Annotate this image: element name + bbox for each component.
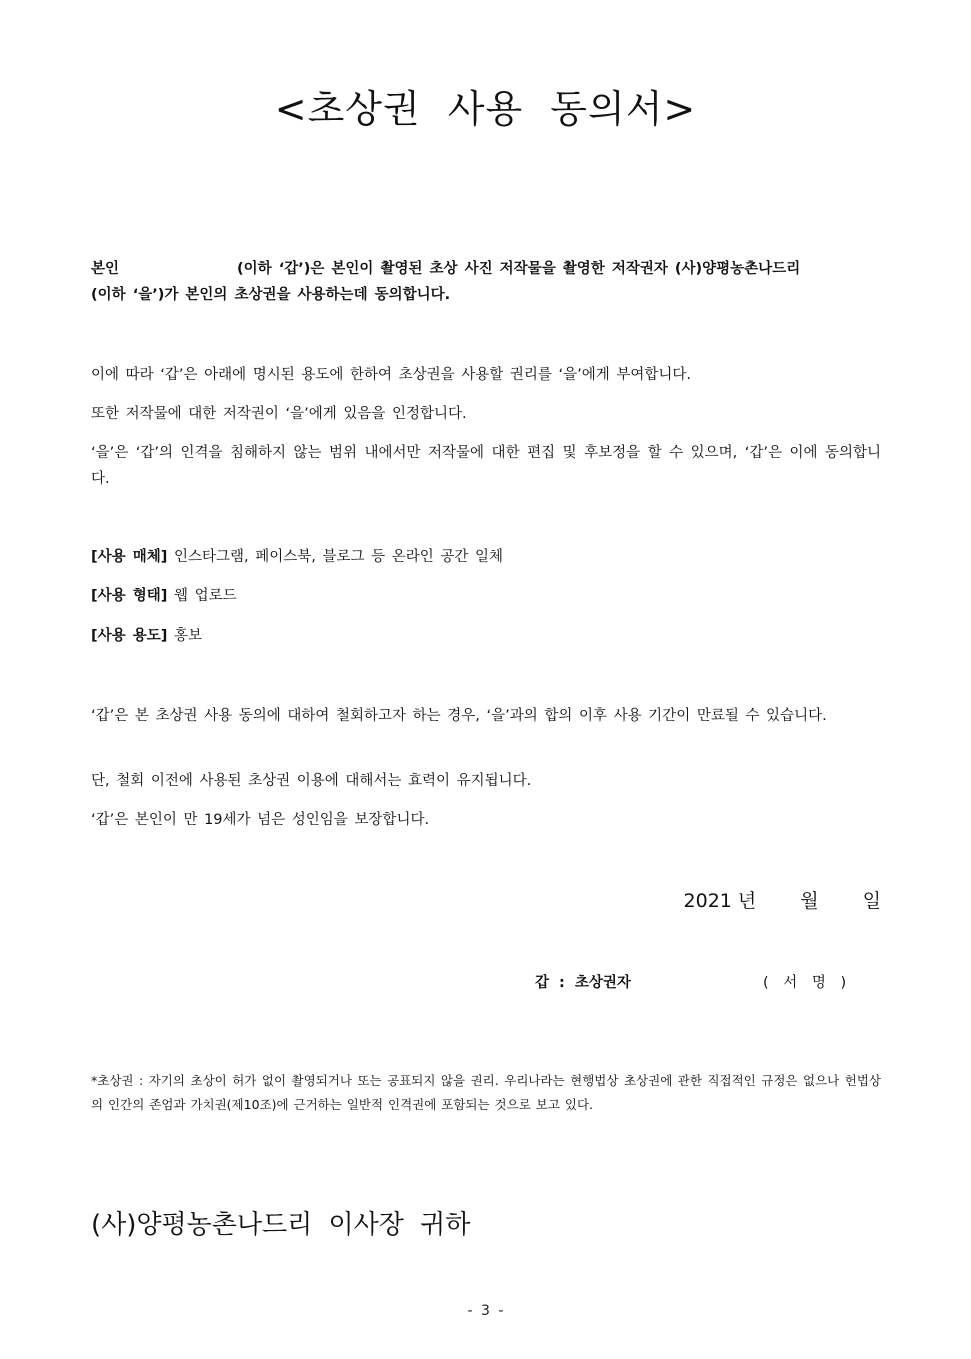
signature-party-label: 갑 xyxy=(535,975,550,991)
usage-form xyxy=(91,585,881,607)
date-year: 2021 년 xyxy=(683,890,757,912)
terms-line-1: ‘갑’은 본 초상권 사용 동의에 대하여 철회하고자 하는 경우, ‘을’과의 합의 이후 사용 기간이 만료될 수 있습니다. xyxy=(91,708,827,724)
intro-line2: (이하 ‘을’)가 본인의 초상권을 사용하는데 동의합니다. xyxy=(91,287,451,303)
intro-prefix: 본인 xyxy=(91,261,120,277)
date-day: 일 xyxy=(862,890,881,912)
footnote: *초상권 : 자기의 초상이 허가 없이 촬영되거나 또는 공표되지 않을 권리. 우리나라는 현행법상 초상권에 관한 직접적인 규정은 없으나 헌법상의 인간의 존엄과 가치권(제10조)에 근거하는 일반적 인격권에 포함되는 것으로 보고 있다. xyxy=(91,1073,881,1112)
usage-purpose xyxy=(91,625,881,647)
date-line xyxy=(684,886,881,913)
usage-form-label: [사용 형태] xyxy=(91,588,168,604)
usage-purpose-label: [사용 용도] xyxy=(91,628,168,644)
usage-media xyxy=(91,546,881,568)
intro-line1: (이하 ‘갑’)은 본인이 촬영된 초상 사진 저작물을 촬영한 저작권자 (사)양평농촌나드리 xyxy=(237,261,801,277)
page-number: - 3 - xyxy=(467,1303,504,1319)
body-line-1: 이에 따라 ‘갑’은 아래에 명시된 용도에 한하여 초상권을 사용할 권리를 ‘을’에게 부여합니다. xyxy=(91,367,691,383)
intro-paragraph xyxy=(91,256,881,308)
date-month: 월 xyxy=(800,890,819,912)
recipient: (사)양평농촌나드리 이사장 귀하 xyxy=(91,1210,471,1240)
signature-colon: : xyxy=(559,975,565,991)
usage-media-value: 인스타그램, 페이스북, 블로그 등 온라인 공간 일체 xyxy=(167,549,503,565)
usage-form-value: 웹 업로드 xyxy=(167,588,237,604)
body-line-2: 또한 저작물에 대한 저작권이 ‘을’에게 있음을 인정합니다. xyxy=(91,406,467,422)
terms-line-3: ‘갑’은 본인이 만 19세가 넘은 성인임을 보장합니다. xyxy=(91,812,430,828)
signature-role: 초상권자 xyxy=(574,975,631,991)
body-line-3: ‘을’은 ‘갑’의 인격을 침해하지 않는 범위 내에서만 저작물에 대한 편집 및 후보정을 할 수 있으며, ‘갑’은 이에 동의합니다. xyxy=(91,445,881,487)
usage-media-label: [사용 매체] xyxy=(91,549,168,565)
terms-line-2: 단, 철회 이전에 사용된 초상권 이용에 대해서는 효력이 유지됩니다. xyxy=(91,773,532,789)
signature-party xyxy=(535,971,631,992)
usage-purpose-value: 홍보 xyxy=(167,628,202,644)
document-title: <초상권 사용 동의서> xyxy=(274,87,697,131)
signature-field: ( 서 명 ) xyxy=(763,975,847,991)
